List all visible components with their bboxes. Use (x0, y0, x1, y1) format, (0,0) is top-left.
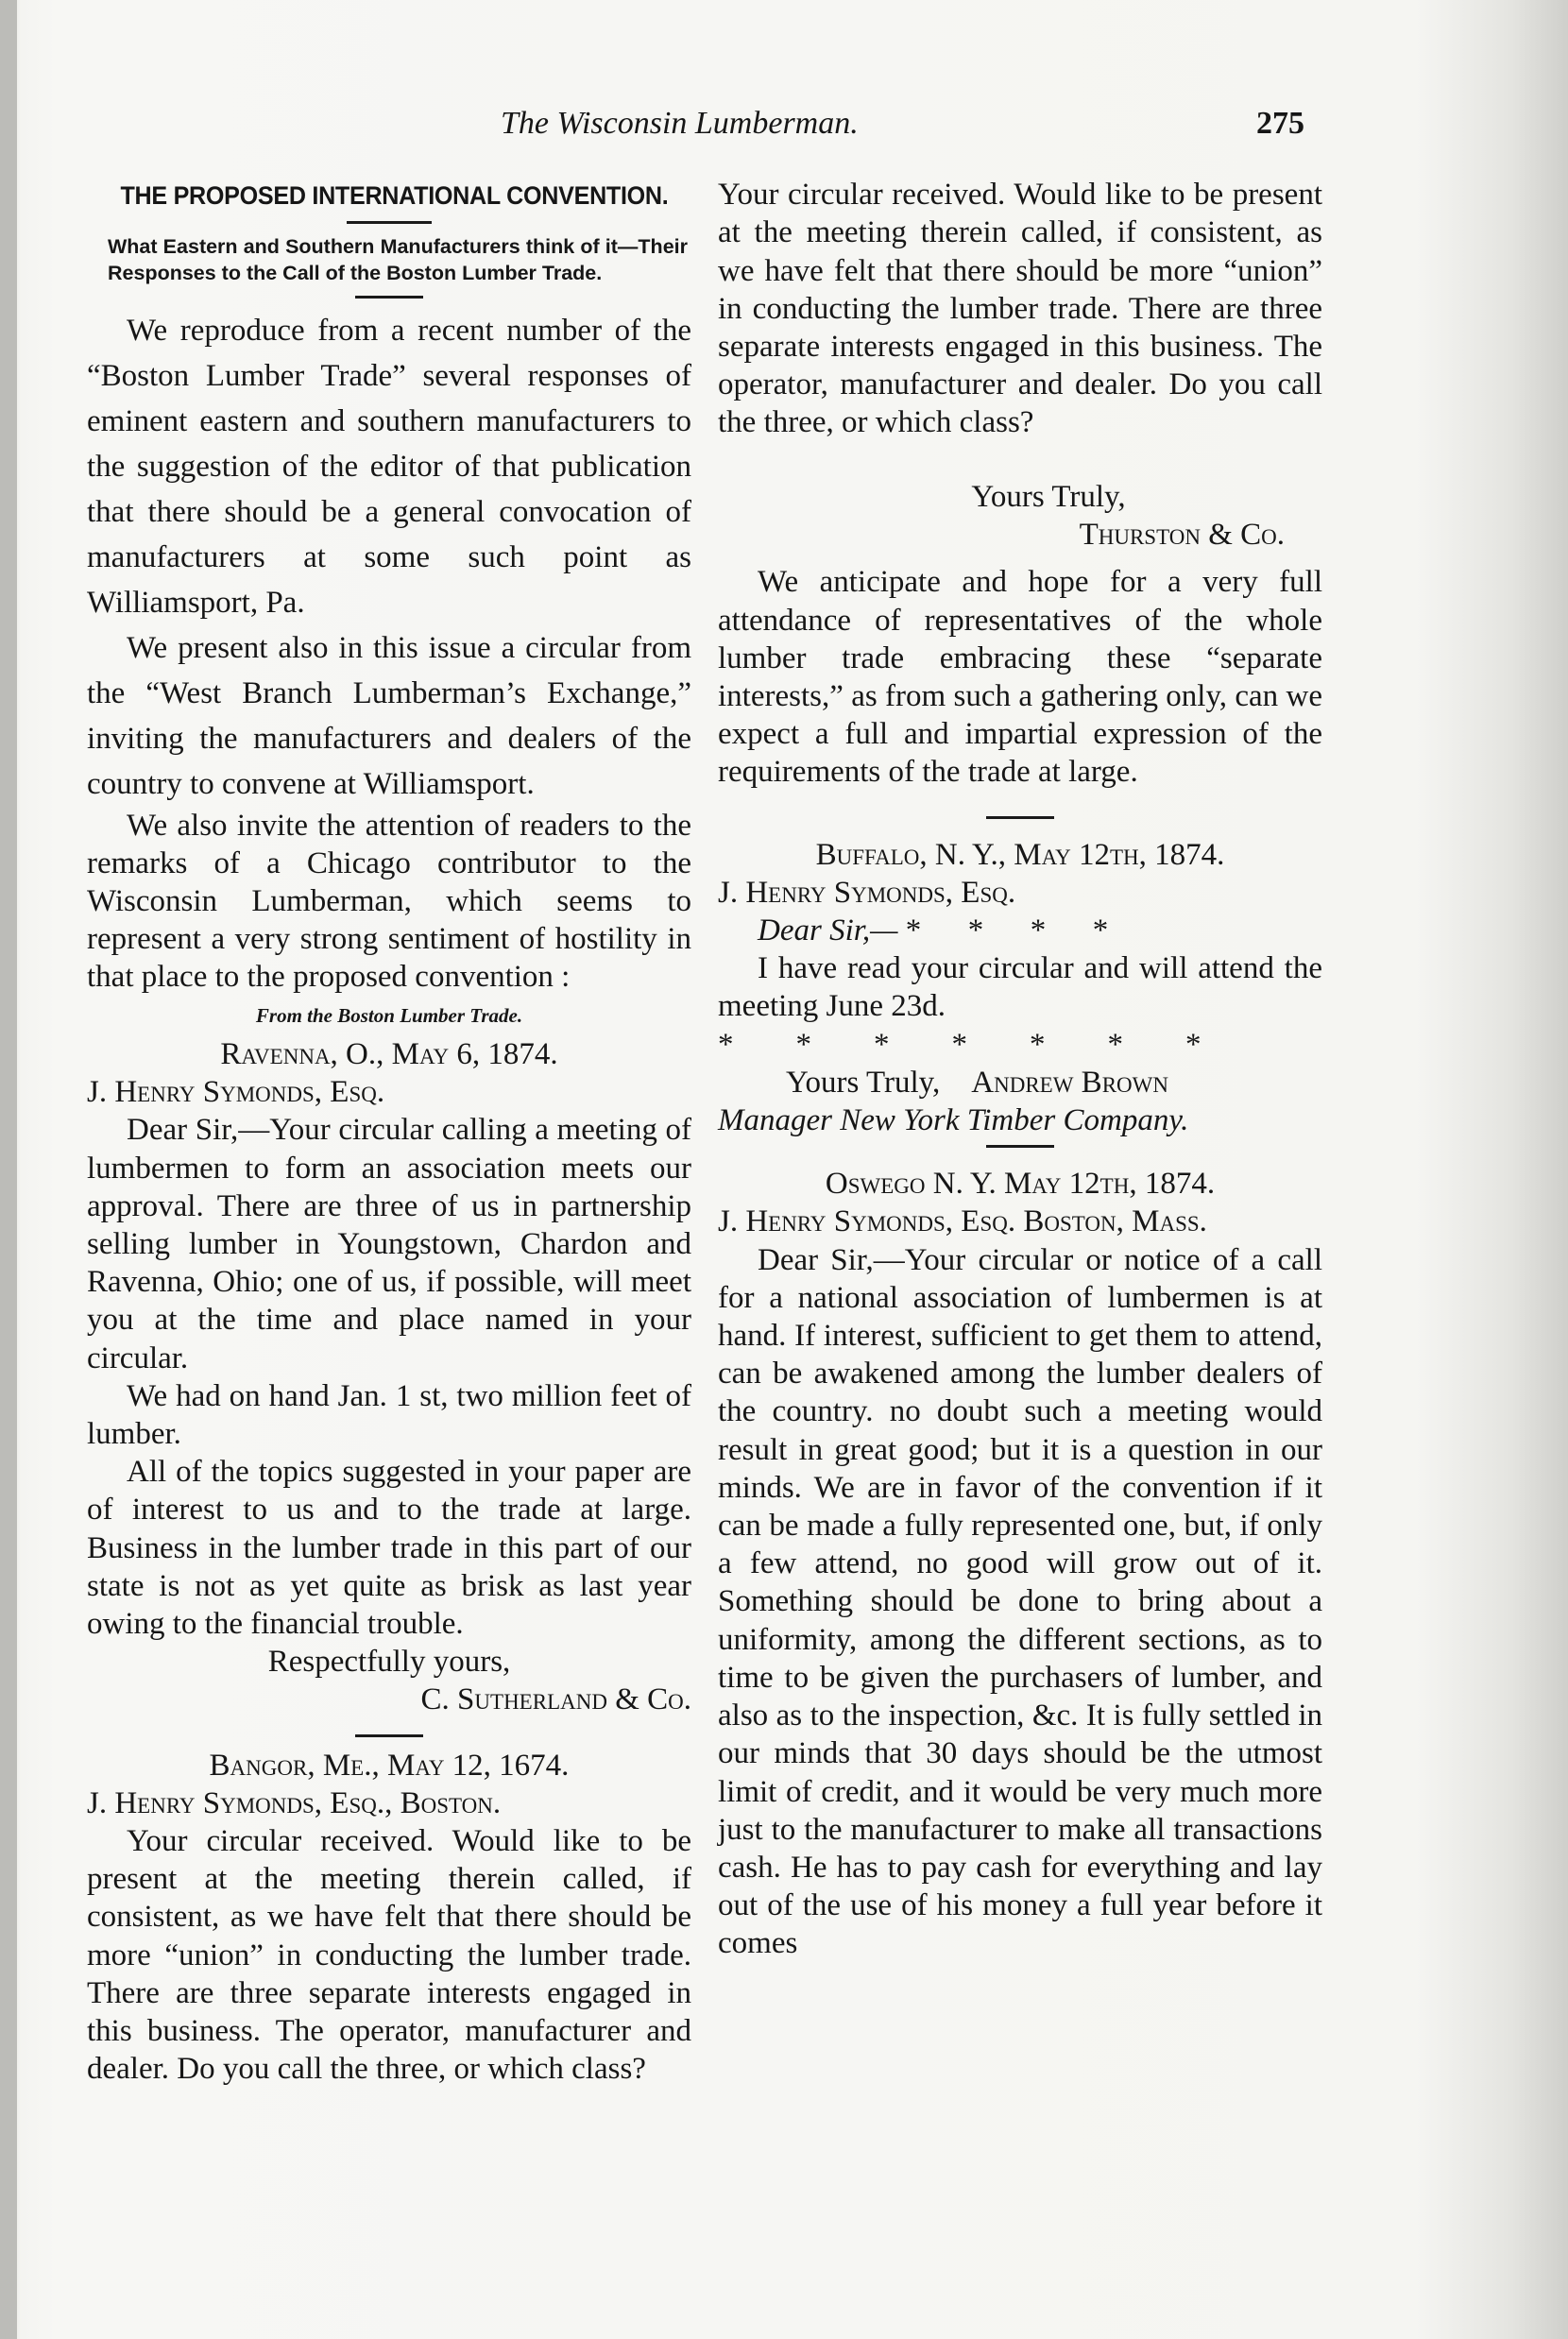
letter-signatory-title: Manager New York Timber Company. (718, 1103, 1189, 1138)
intro-paragraph: We also invite the attention of readers to the remarks of a Chicago contributor to the Wisconsin Lumberman, which seems to represent a very strong sentiment of hostility in that place to the proposed convention : (87, 809, 691, 994)
source-credit: From the Boston Lumber Trade. (255, 1004, 523, 1027)
divider-rule (355, 1734, 423, 1737)
page-number: 275 (1256, 106, 1304, 141)
letter-paragraph: All of the topics suggested in your paper are of interest to us and to the trade at large. Business in the lumber trade in this part of our state is not as yet quite as brisk as last year owing to the financial trouble. (87, 1455, 691, 1642)
letter-dateline: Ravenna, O., May 6, 1874. (220, 1037, 558, 1071)
divider-rule (355, 296, 423, 299)
ellipsis-stars: * * * * * * * (718, 1027, 1202, 1062)
letter-addressee: J. Henry Symonds, Esq., Boston. (87, 1785, 502, 1820)
letter-paragraph: Dear Sir,—Your circular or notice of a call for a national association of lumbermen is at hand. If interest, sufficient to get them to attend, can be awakened among the lumber dealers of the country. no doubt such a meeting would result in great good; but it is a question in our minds. We are in favor of the convention if it can be made a fully represented one, but, if only a few attend, no good will grow out of it. Something should be done to bring about a uniformity, among the different sections, as to time to be given the purchasers of lumber, and also as to the inspection, &c. It is fully settled in our minds that 30 days should be the utmost limit of credit, and it would be very much more just to the manufacturer to make all transactions cash. He has to pay cash for everything and lay out of the use of his money a full year before it comes (718, 1242, 1322, 1961)
article-headline: THE PROPOSED INTERNATIONAL CONVENTION. (120, 181, 669, 210)
divider-rule (986, 1145, 1054, 1148)
letter-dateline: Oswego N. Y. May 12th, 1874. (825, 1167, 1216, 1202)
letter-continuation (718, 176, 1322, 478)
letter-addressee: J. Henry Symonds, Esq. Boston, Mass. (718, 1204, 1207, 1239)
editor-note: We anticipate and hope for a very full attendance of representatives of the whole lumber trade embracing these “separate interests,” as from such a gathering only, can we expect a full and impartial expression of the requirements of the trade at large. (718, 565, 1322, 790)
right-column (718, 176, 1322, 1963)
intro-paragraph: We reproduce from a recent number of the “Boston Lumber Trade” several responses of eminent eastern and southern manufacturers to the suggestion of the editor of that publication that there should be a general convocation of manufacturers at some such point as Williamsport, Pa. (87, 314, 691, 620)
letter-body-continued: Your circular received. Would like to be present at the meeting therein called, if consistent, as we have felt that there should be more “union” in conducting the lumber trade. There are three separate interests engaged in this business. The operator, manufacturer and dealer. Do you call the three, or which class? (718, 178, 1322, 440)
intro-paragraph: We present also in this issue a circular from the “West Branch Lumberman’s Exchange,” inviting the manufacturers and dealers of the country to convene at Williamsport. (87, 631, 691, 801)
letter-body (87, 1822, 691, 2087)
letter-addressee: J. Henry Symonds, Esq. (87, 1075, 385, 1110)
letter-paragraph: Dear Sir,—Your circular calling a meeting of lumbermen to form an association meets our approval. There are three of us in partnership selling lumber in Youngstown, Chardon and Ravenna, Ohio; one of us, if possible, will meet you at the time and place named in your circular. (87, 1113, 691, 1375)
letter-body-start: Your circular received. Would like to be present at the meeting therein called, if consistent, as we have felt that there should be more “union” in conducting the lumber trade. There are three separate interests engaged in this business. The operator, manufacturer and dealer. Do you call the three, or which class? (87, 1824, 691, 2087)
letter-dateline: Buffalo, N. Y., May 12th, 1874. (815, 837, 1225, 872)
divider-rule (347, 221, 432, 224)
letter-salutation: Dear Sir,— * * * * (758, 913, 1109, 948)
letter-closing: Respectfully yours, (267, 1645, 511, 1680)
letter-signature: C. Sutherland & Co. (420, 1682, 691, 1717)
letter-closing-line: Yours Truly, Andrew Brown (786, 1065, 1168, 1100)
letter-paragraph: I have read your circular and will attend the meeting June 23d. (718, 951, 1322, 1024)
running-title: The Wisconsin Lumberman. (501, 106, 859, 141)
letter-closing: Yours Truly, (971, 480, 1126, 514)
letter-dateline: Bangor, Me., May 12, 1674. (209, 1748, 570, 1783)
page-edge (0, 0, 17, 2339)
divider-rule (986, 816, 1054, 819)
letter-signature: Thurston & Co. (1079, 518, 1285, 553)
letter-addressee: J. Henry Symonds, Esq. (718, 875, 1016, 910)
letter-paragraph: We had on hand Jan. 1 st, two million feet of lumber. (87, 1378, 691, 1452)
left-column (87, 176, 691, 2087)
article-deck: What Eastern and Southern Manufacturers think of it—Their Responses to the Call of the Boston Lumber Trade. (108, 235, 688, 284)
